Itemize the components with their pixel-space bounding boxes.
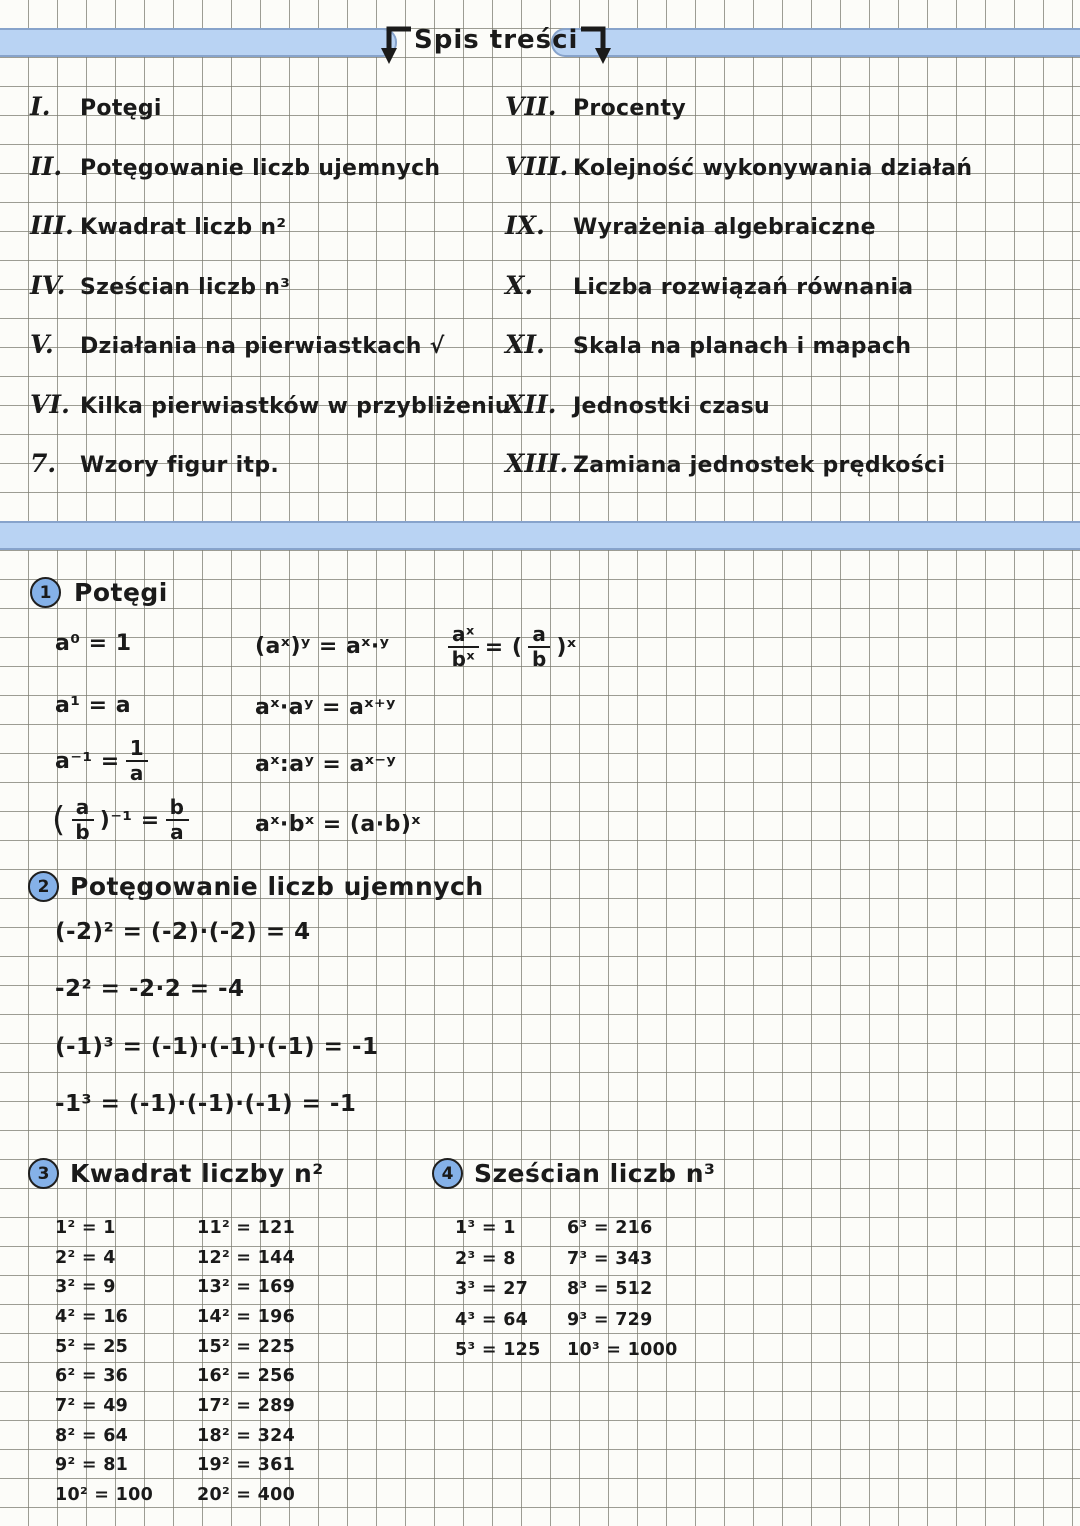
toc-item: [30, 390, 511, 450]
square-value: 1² = 1: [55, 1217, 116, 1238]
equation-line: -2² = -2·2 = -4: [55, 976, 245, 1003]
page-title: Spis treści: [414, 25, 579, 55]
toc-item-label: Wyrażenia algebraiczne: [573, 215, 876, 240]
fraction-denominator: b: [531, 647, 547, 671]
fraction-numerator: a: [72, 797, 94, 821]
toc-item-label: Wzory figur itp.: [80, 453, 280, 478]
equation-line: -1³ = (-1)·(-1)·(-1) = -1: [55, 1091, 357, 1118]
toc-item-numeral: I.: [30, 92, 51, 121]
square-value: 14² = 196: [197, 1306, 296, 1327]
section-4-badge: [432, 1158, 463, 1189]
toc-item: [30, 449, 511, 509]
toc-item: [505, 330, 972, 390]
square-value: 16² = 256: [197, 1366, 296, 1387]
square-value: 8² = 64: [55, 1425, 129, 1446]
fraction: [166, 797, 189, 843]
square-value: 17² = 289: [197, 1395, 296, 1416]
formula-a-negative-1: [55, 738, 148, 784]
toc-item: [505, 390, 972, 450]
toc-item-numeral: X.: [505, 270, 534, 300]
negative-powers-examples: [55, 903, 378, 1133]
toc-item-numeral: IX.: [505, 211, 545, 240]
highlight-bar-divider: [0, 521, 1080, 550]
fraction: [72, 797, 94, 843]
cube-value: 5³ = 125: [455, 1340, 541, 1361]
formula-text: aˣ·aʸ = aˣ⁺ʸ: [255, 695, 396, 720]
toc-item-label: Kwadrat liczb n²: [80, 215, 287, 240]
toc-item: [505, 92, 972, 152]
square-value: 13² = 169: [197, 1277, 296, 1298]
section-1-badge: [30, 577, 61, 608]
fraction: [528, 624, 550, 670]
toc-item-label: Jednostki czasu: [573, 393, 771, 419]
section-3-number: 3: [37, 1163, 50, 1184]
cubes-column-1: [455, 1213, 541, 1366]
formula-text: a¹ = a: [55, 693, 132, 718]
square-value: 6² = 36: [55, 1366, 129, 1387]
square-value: 18² = 324: [197, 1425, 296, 1446]
square-value: 4² = 16: [55, 1306, 129, 1327]
fraction-numerator: 1: [126, 738, 148, 762]
toc-item: [505, 211, 972, 271]
formula-text: a⁻¹ =: [55, 748, 120, 774]
square-value: 11² = 121: [197, 1217, 296, 1238]
page-title-group: [377, 20, 615, 68]
equation-line: (-2)² = (-2)·(-2) = 4: [55, 918, 311, 945]
square-value: 9² = 81: [55, 1455, 129, 1476]
formula-text: (aˣ)ʸ = aˣ·ʸ: [255, 634, 390, 659]
cube-value: 8³ = 512: [567, 1279, 653, 1300]
toc-item: [30, 330, 511, 390]
fraction-denominator: bˣ: [451, 647, 476, 671]
section-2-number: 2: [37, 876, 50, 897]
formula-product-same-exponent: [255, 812, 421, 837]
section-4-title: Sześcian liczb n³: [474, 1159, 716, 1188]
square-value: 12² = 144: [197, 1247, 296, 1268]
toc-item-label: Potęgowanie liczb ujemnych: [80, 155, 441, 181]
toc-item-label: Sześcian liczb n³: [80, 274, 291, 300]
section-2-title: Potęgowanie liczb ujemnych: [70, 872, 484, 901]
section-1-title: Potęgi: [74, 578, 168, 607]
squares-column-2: [197, 1213, 295, 1510]
cube-value: 1³ = 1: [455, 1218, 516, 1239]
fraction: [448, 624, 479, 670]
equation-line: (-1)³ = (-1)·(-1)·(-1) = -1: [55, 1033, 379, 1060]
toc-item-numeral: XII.: [505, 389, 557, 419]
toc-item: [30, 92, 511, 152]
square-value: 10² = 100: [55, 1485, 154, 1506]
square-value: 7² = 49: [55, 1395, 129, 1416]
equals-open-paren: = (: [484, 634, 523, 660]
formula-a0: [55, 631, 132, 656]
square-value: 20² = 400: [197, 1485, 296, 1506]
cube-value: 10³ = 1000: [567, 1340, 678, 1361]
section-3-title: Kwadrat liczby n²: [70, 1159, 324, 1188]
toc-item-numeral: VII.: [505, 92, 557, 121]
toc-item-numeral: XIII.: [505, 449, 569, 478]
formula-product-same-base: [255, 695, 396, 720]
square-value: 2² = 4: [55, 1247, 116, 1268]
formula-text: aˣ·bˣ = (a·b)ˣ: [255, 812, 421, 837]
section-4-number: 4: [441, 1163, 454, 1184]
toc-item-label: Potęgi: [80, 96, 162, 121]
toc-item: [30, 211, 511, 271]
cube-value: 2³ = 8: [455, 1248, 516, 1269]
cube-value: 4³ = 64: [455, 1309, 529, 1330]
close-paren-exponent: )⁻¹ =: [99, 807, 160, 833]
section-2-badge: [28, 871, 59, 902]
toc-item: [505, 271, 972, 331]
toc-item-numeral: IV.: [30, 270, 66, 300]
cubes-column-2: [567, 1213, 678, 1366]
formula-quotient-powers: [448, 624, 577, 670]
toc-item-label: Zamiana jednostek prędkości: [573, 453, 946, 478]
toc-item-numeral: II.: [30, 151, 63, 181]
toc-item-label: Działania na pierwiastkach √: [80, 334, 445, 359]
fraction-denominator: a: [170, 820, 185, 844]
toc-item-numeral: VI.: [30, 389, 70, 419]
highlight-bar-top-left: [0, 28, 397, 57]
down-arrow-bracket-right-icon: [579, 20, 615, 68]
fraction-denominator: a: [129, 761, 144, 785]
toc-left-column: [30, 92, 511, 509]
toc-item-numeral: 7.: [30, 449, 57, 478]
fraction-numerator: b: [166, 797, 189, 821]
formula-quotient-same-base: [255, 752, 396, 777]
formula-text: a⁰ = 1: [55, 631, 132, 656]
highlight-bar-top-right: [551, 28, 1080, 57]
cube-value: 7³ = 343: [567, 1248, 653, 1269]
toc-item: [505, 449, 972, 509]
formula-power-of-power: [255, 634, 389, 659]
squares-column-1: [55, 1213, 153, 1510]
formula-ab-negative-1: [52, 797, 189, 843]
toc-item-numeral: III.: [30, 211, 74, 240]
down-arrow-bracket-left-icon: [377, 20, 413, 68]
toc-item: [505, 152, 972, 212]
square-value: 15² = 225: [197, 1336, 296, 1357]
toc-item-label: Skala na planach i mapach: [573, 334, 912, 359]
fraction-numerator: a: [528, 624, 550, 648]
square-value: 5² = 25: [55, 1336, 129, 1357]
formula-a1: [55, 693, 131, 718]
toc-item-label: Liczba rozwiązań równania: [573, 274, 914, 300]
fraction: [126, 738, 148, 784]
open-paren: (: [52, 800, 66, 840]
section-3-badge: [28, 1158, 59, 1189]
toc-item-numeral: V.: [30, 330, 54, 359]
square-value: 19² = 361: [197, 1455, 296, 1476]
toc-item-label: Procenty: [573, 96, 686, 121]
toc-item: [30, 271, 511, 331]
close-paren-exponent: )ˣ: [556, 634, 577, 660]
cube-value: 3³ = 27: [455, 1279, 529, 1300]
toc-item-label: Kilka pierwiastków w przybliżeniu: [80, 393, 511, 419]
fraction-denominator: b: [75, 820, 91, 844]
formula-text: aˣ:aʸ = aˣ⁻ʸ: [255, 752, 397, 777]
section-1-number: 1: [39, 582, 52, 603]
toc-item-numeral: VIII.: [505, 151, 569, 181]
toc-item-label: Kolejność wykonywania działań: [573, 155, 973, 181]
cube-value: 9³ = 729: [567, 1309, 653, 1330]
cube-value: 6³ = 216: [567, 1218, 653, 1239]
fraction-numerator: aˣ: [448, 624, 479, 648]
toc-item: [30, 152, 511, 212]
toc-right-column: [505, 92, 972, 509]
toc-item-numeral: XI.: [505, 330, 545, 359]
square-value: 3² = 9: [55, 1277, 116, 1298]
